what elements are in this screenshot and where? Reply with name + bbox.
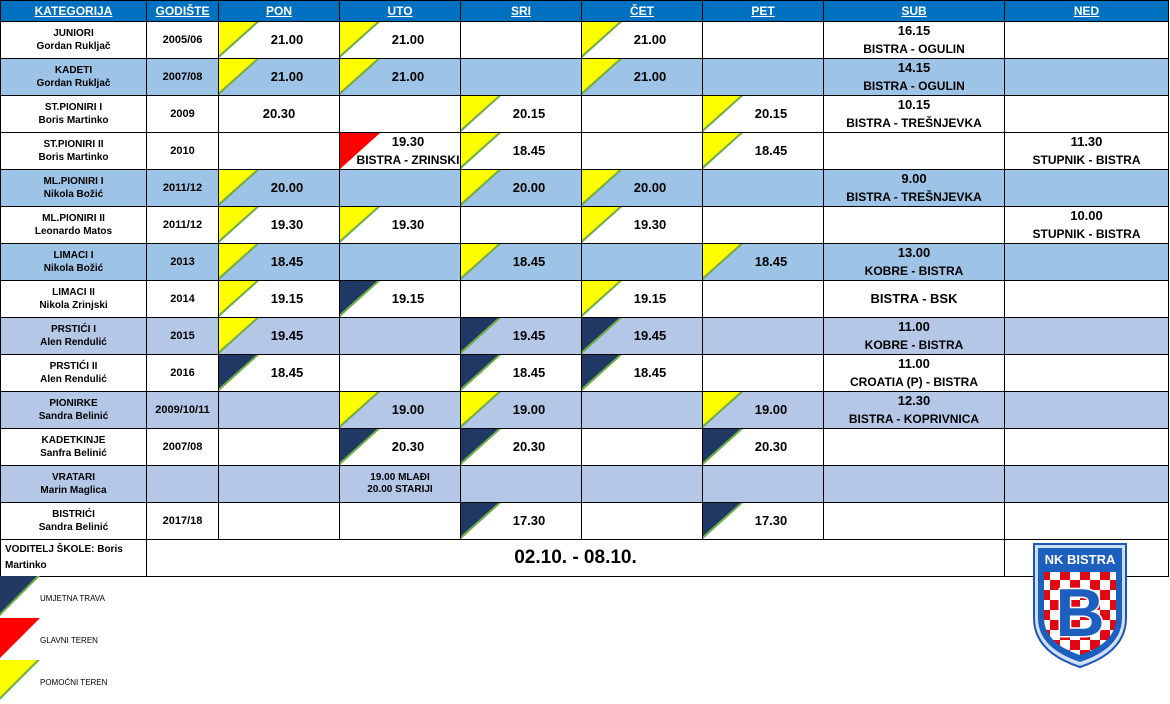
day-cell-sub: [824, 170, 1005, 207]
session-time: 17.30: [512, 513, 546, 528]
coach-name: Gordan Rukljač: [36, 78, 111, 89]
session-time: 16.15: [897, 23, 931, 38]
day-cell-ned: [1005, 96, 1169, 133]
week-dates: 02.10. - 08.10.: [147, 540, 1005, 577]
legend-label: UMJETNA TRAVA: [40, 594, 105, 603]
day-cell-sri: [461, 170, 582, 207]
session-detail: KOBRE - BISTRA: [864, 338, 964, 352]
day-cell-sri: [461, 244, 582, 281]
day-cell-pon: [219, 503, 340, 540]
session-time: 14.15: [897, 60, 931, 75]
day-cell-uto: [340, 96, 461, 133]
coach-name: Marin Maglica: [40, 485, 107, 496]
day-cell-uto: [340, 392, 461, 429]
day-cell-uto: [340, 466, 461, 503]
col-header-2: [219, 1, 340, 22]
day-cell-pet: [703, 281, 824, 318]
day-cell-pon: [219, 59, 340, 96]
session-detail: BISTRA - KOPRIVNICA: [848, 412, 980, 426]
col-header-label: NED: [1073, 4, 1100, 18]
day-cell-pet: [703, 244, 824, 281]
day-cell-čet: [582, 133, 703, 170]
category-cell: [1, 207, 147, 244]
coach-name: Alen Rendulić: [40, 337, 107, 348]
day-cell-ned: [1005, 503, 1169, 540]
day-cell-čet: [582, 355, 703, 392]
category-cell: [1, 59, 147, 96]
day-cell-sri: [461, 133, 582, 170]
session-detail: BISTRA - OGULIN: [863, 79, 965, 93]
day-cell-ned: [1005, 170, 1169, 207]
day-cell-sri: [461, 96, 582, 133]
day-cell-čet: [582, 59, 703, 96]
col-header-7: [824, 1, 1005, 22]
session-time: 20.30: [391, 439, 425, 454]
category-cell: [1, 133, 147, 170]
session-time: 10.15: [897, 97, 931, 112]
day-cell-uto: [340, 281, 461, 318]
day-cell-sub: [824, 392, 1005, 429]
schedule-row: [1, 392, 1169, 429]
day-cell-ned: [1005, 133, 1169, 170]
category-name: PIONIRKE: [49, 398, 98, 409]
coach-name: Gordan Rukljač: [36, 41, 111, 52]
category-name: KADETKINJE: [41, 435, 106, 446]
day-cell-sub: [824, 429, 1005, 466]
category-cell: [1, 244, 147, 281]
day-cell-sri: [461, 318, 582, 355]
category-name: ST.PIONIRI I: [44, 102, 103, 113]
day-cell-uto: [340, 355, 461, 392]
day-cell-pet: [703, 392, 824, 429]
day-cell-ned: [1005, 429, 1169, 466]
legend-label: POMOĆNI TEREN: [40, 678, 108, 687]
day-cell-sri: [461, 466, 582, 503]
day-cell-sri: [461, 207, 582, 244]
birth-year-cell: 2007/08: [147, 59, 219, 96]
day-cell-pet: [703, 503, 824, 540]
birth-year-cell: 2016: [147, 355, 219, 392]
schedule-row: [1, 244, 1169, 281]
session-time: 20.15: [754, 106, 788, 121]
crest-letter: B: [1055, 575, 1105, 651]
session-detail: BISTRA - TREŠNJEVKA: [846, 116, 982, 130]
col-header-6: [703, 1, 824, 22]
coach-name: Sanfra Belinić: [40, 448, 107, 459]
day-cell-pet: [703, 466, 824, 503]
session-time: 18.45: [754, 143, 788, 158]
day-cell-ned: [1005, 244, 1169, 281]
category-cell: [1, 22, 147, 59]
category-name: KADETI: [54, 65, 93, 76]
day-cell-sri: [461, 281, 582, 318]
day-cell-uto: [340, 59, 461, 96]
day-cell-ned: [1005, 355, 1169, 392]
col-header-label: SRI: [510, 4, 531, 18]
col-header-label: UTO: [387, 4, 413, 18]
coach-name: Alen Rendulić: [40, 374, 107, 385]
session-time: 20.30: [262, 106, 296, 121]
main-pitch-icon: [0, 618, 40, 658]
day-cell-pon: [219, 96, 340, 133]
day-cell-pon: [219, 22, 340, 59]
session-time: 20.00: [270, 180, 304, 195]
day-cell-pet: [703, 133, 824, 170]
day-cell-ned: [1005, 466, 1169, 503]
category-cell: [1, 392, 147, 429]
schedule-row: [1, 429, 1169, 466]
col-header-label: ČET: [630, 4, 654, 18]
session-time: 19.00: [754, 402, 788, 417]
schedule-row: [1, 22, 1169, 59]
day-cell-sub: [824, 244, 1005, 281]
session-time: 17.30: [754, 513, 788, 528]
day-cell-uto: [340, 170, 461, 207]
day-cell-sri: [461, 59, 582, 96]
col-header-label: GODIŠTE: [155, 4, 210, 18]
category-cell: [1, 503, 147, 540]
birth-year-cell: [147, 466, 219, 503]
day-cell-uto: [340, 503, 461, 540]
col-header-4: [461, 1, 582, 22]
session-time: 9.00: [901, 171, 927, 186]
day-cell-ned: [1005, 281, 1169, 318]
col-header-0: [1, 1, 147, 22]
session-time: 21.00: [391, 32, 425, 47]
category-name: LIMACI I: [53, 250, 94, 261]
schedule-row: [1, 59, 1169, 96]
session-time: 20.15: [512, 106, 546, 121]
session-time: 21.00: [270, 32, 304, 47]
coach-name: Boris Martinko: [38, 115, 109, 126]
session-time: 11.00: [898, 356, 930, 371]
day-cell-čet: [582, 96, 703, 133]
session-time: 19.00: [512, 402, 546, 417]
birth-year-cell: 2007/08: [147, 429, 219, 466]
session-time: 10.00: [1070, 208, 1103, 223]
session-time: 19.30: [391, 217, 425, 232]
session-time: 20.30: [754, 439, 788, 454]
col-header-label: KATEGORIJA: [34, 4, 113, 18]
schedule-row: [1, 170, 1169, 207]
schedule-row: [1, 281, 1169, 318]
session-time: 11.00: [898, 319, 930, 334]
session-time: 18.45: [270, 254, 304, 269]
birth-year-cell: 2009/10/11: [147, 392, 219, 429]
day-cell-pon: [219, 170, 340, 207]
session-time: 21.00: [633, 32, 667, 47]
day-cell-ned: [1005, 392, 1169, 429]
day-cell-čet: [582, 503, 703, 540]
session-time: 19.45: [512, 328, 546, 343]
day-cell-pet: [703, 96, 824, 133]
crest-name: NK BISTRA: [1044, 552, 1116, 567]
day-cell-pet: [703, 22, 824, 59]
col-header-label: SUB: [901, 4, 927, 18]
session-detail: BISTRA - TREŠNJEVKA: [846, 190, 982, 204]
session-time: 20.00: [633, 180, 667, 195]
session-detail: STUPNIK - BISTRA: [1032, 227, 1141, 241]
col-header-8: [1005, 1, 1169, 22]
day-cell-sub: [824, 133, 1005, 170]
category-name: LIMACI II: [52, 287, 95, 298]
legend-item: [0, 660, 300, 700]
artificial-turf-icon: [0, 576, 40, 616]
session-time: 21.00: [270, 69, 304, 84]
birth-year-cell: 2011/12: [147, 170, 219, 207]
col-header-3: [340, 1, 461, 22]
day-cell-čet: [582, 244, 703, 281]
session-time: 18.45: [270, 365, 304, 380]
coach-name: Nikola Zrinjski: [39, 300, 108, 311]
session-time: BISTRA - BSK: [870, 291, 958, 306]
schedule-row: [1, 318, 1169, 355]
session-time: 18.45: [512, 254, 546, 269]
school-director: VODITELJ ŠKOLE: Boris Martinko: [1, 540, 147, 577]
day-cell-sri: [461, 392, 582, 429]
coach-name: Sandra Belinić: [38, 411, 109, 422]
day-cell-sri: [461, 429, 582, 466]
nk-bistra-logo: [1030, 540, 1130, 670]
session-detail: STUPNIK - BISTRA: [1032, 153, 1141, 167]
birth-year-cell: 2015: [147, 318, 219, 355]
day-cell-pet: [703, 429, 824, 466]
session-time: 19.15: [270, 291, 304, 306]
session-time: 19.45: [270, 328, 304, 343]
day-cell-sri: [461, 355, 582, 392]
day-cell-sub: [824, 355, 1005, 392]
day-cell-pet: [703, 207, 824, 244]
day-cell-pon: [219, 355, 340, 392]
coach-name: Boris Martinko: [38, 152, 109, 163]
birth-year-cell: 2013: [147, 244, 219, 281]
day-cell-ned: [1005, 59, 1169, 96]
category-cell: [1, 96, 147, 133]
schedule-row: [1, 207, 1169, 244]
session-time: 21.00: [391, 69, 425, 84]
category-name: JUNIORI: [53, 28, 94, 39]
col-header-5: [582, 1, 703, 22]
category-name: VRATARI: [52, 472, 95, 483]
birth-year-cell: 2014: [147, 281, 219, 318]
day-cell-uto: [340, 429, 461, 466]
club-crest-icon: [1030, 540, 1130, 670]
schedule-row: [1, 96, 1169, 133]
session-time: 19.30: [391, 134, 425, 149]
footer-row: [1, 540, 1169, 577]
session-time: 19.30: [270, 217, 304, 232]
session-detail: 20.00 STARIJI: [367, 484, 433, 495]
birth-year-cell: 2005/06: [147, 22, 219, 59]
day-cell-čet: [582, 207, 703, 244]
schedule-row: [1, 466, 1169, 503]
session-time: 11.30: [1070, 134, 1103, 149]
coach-name: Nikola Božić: [43, 189, 104, 200]
legend-label: GLAVNI TEREN: [40, 636, 98, 645]
day-cell-ned: [1005, 318, 1169, 355]
day-cell-uto: [340, 318, 461, 355]
day-cell-sub: [824, 281, 1005, 318]
day-cell-pon: [219, 207, 340, 244]
category-name: ML.PIONIRI II: [42, 213, 105, 224]
category-cell: [1, 318, 147, 355]
session-time: 19.45: [633, 328, 667, 343]
day-cell-sub: [824, 207, 1005, 244]
day-cell-uto: [340, 22, 461, 59]
category-name: PRSTIĆI II: [49, 361, 98, 372]
col-header-label: PON: [265, 4, 292, 18]
schedule-row: [1, 503, 1169, 540]
birth-year-cell: 2011/12: [147, 207, 219, 244]
day-cell-sub: [824, 318, 1005, 355]
session-time: 20.30: [512, 439, 546, 454]
day-cell-čet: [582, 466, 703, 503]
category-name: PRSTIĆI I: [50, 324, 96, 335]
legend-item: [0, 576, 300, 616]
session-detail: KOBRE - BISTRA: [864, 264, 964, 278]
day-cell-pet: [703, 355, 824, 392]
session-time: 20.00: [512, 180, 546, 195]
category-cell: [1, 281, 147, 318]
session-time: 18.45: [754, 254, 788, 269]
coach-name: Nikola Božić: [43, 263, 104, 274]
birth-year-cell: 2009: [147, 96, 219, 133]
day-cell-pet: [703, 318, 824, 355]
category-name: ST.PIONIRI II: [43, 139, 104, 150]
day-cell-čet: [582, 392, 703, 429]
day-cell-pon: [219, 392, 340, 429]
birth-year-cell: 2017/18: [147, 503, 219, 540]
session-time: 19.30: [633, 217, 667, 232]
day-cell-pon: [219, 429, 340, 466]
legend-item: [0, 618, 300, 658]
category-cell: [1, 170, 147, 207]
session-detail: BISTRA - OGULIN: [863, 42, 965, 56]
day-cell-čet: [582, 281, 703, 318]
day-cell-čet: [582, 170, 703, 207]
category-cell: [1, 429, 147, 466]
day-cell-ned: [1005, 22, 1169, 59]
day-cell-sub: [824, 22, 1005, 59]
day-cell-čet: [582, 22, 703, 59]
birth-year-cell: 2010: [147, 133, 219, 170]
day-cell-pet: [703, 170, 824, 207]
session-time: 18.45: [633, 365, 667, 380]
session-time: 19.15: [633, 291, 667, 306]
coach-name: Sandra Belinić: [38, 522, 109, 533]
day-cell-sri: [461, 503, 582, 540]
col-header-1: [147, 1, 219, 22]
day-cell-sub: [824, 96, 1005, 133]
day-cell-čet: [582, 318, 703, 355]
day-cell-ned: [1005, 207, 1169, 244]
category-name: BISTRIĆI: [52, 509, 95, 520]
day-cell-sub: [824, 503, 1005, 540]
header-row: [1, 1, 1169, 22]
day-cell-pon: [219, 281, 340, 318]
col-header-label: PET: [751, 4, 775, 18]
session-time: 19.15: [391, 291, 425, 306]
schedule-row: [1, 133, 1169, 170]
session-time: 19.00: [391, 402, 425, 417]
day-cell-uto: [340, 244, 461, 281]
schedule-row: [1, 355, 1169, 392]
session-detail: CROATIA (P) - BISTRA: [850, 375, 978, 389]
day-cell-uto: [340, 207, 461, 244]
day-cell-pon: [219, 466, 340, 503]
day-cell-sub: [824, 59, 1005, 96]
session-time: 18.45: [512, 143, 546, 158]
coach-name: Leonardo Matos: [34, 226, 113, 237]
category-cell: [1, 355, 147, 392]
day-cell-sub: [824, 466, 1005, 503]
session-time: 12.30: [897, 393, 931, 408]
session-time: 13.00: [897, 245, 931, 260]
day-cell-pon: [219, 133, 340, 170]
session-time: 19.00 MLAĐI: [370, 472, 430, 483]
day-cell-čet: [582, 429, 703, 466]
category-name: ML.PIONIRI I: [43, 176, 104, 187]
day-cell-sri: [461, 22, 582, 59]
auxiliary-pitch-icon: [0, 660, 40, 700]
day-cell-uto: [340, 133, 461, 170]
session-time: 21.00: [633, 69, 667, 84]
session-time: 18.45: [512, 365, 546, 380]
category-cell: [1, 466, 147, 503]
day-cell-pon: [219, 318, 340, 355]
day-cell-pet: [703, 59, 824, 96]
day-cell-pon: [219, 244, 340, 281]
session-detail: BISTRA - ZRINSKI: [356, 153, 460, 167]
